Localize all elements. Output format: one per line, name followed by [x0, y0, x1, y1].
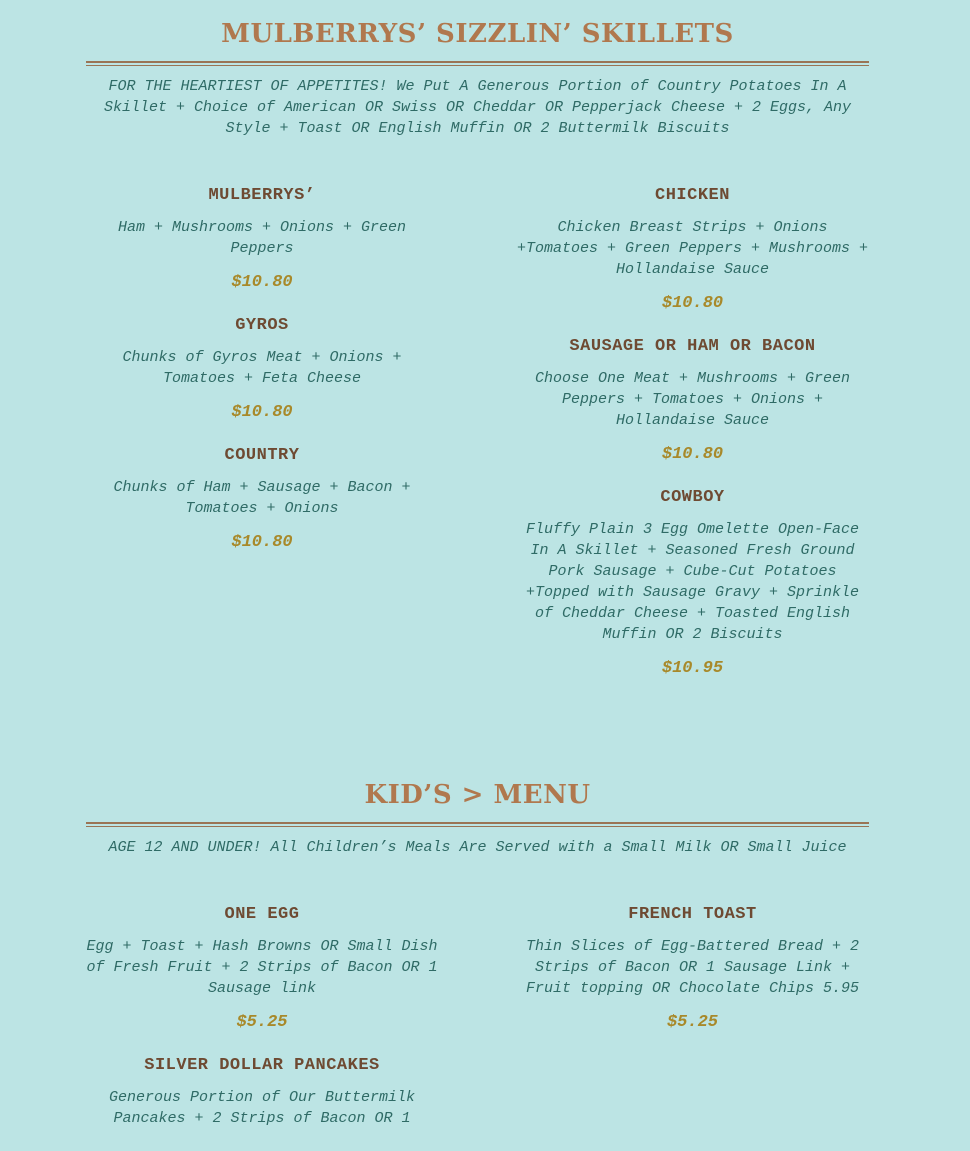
item-price: $10.95 — [661, 659, 724, 678]
item-description: Fluffy Plain 3 Egg Omelette Open-Face In A Skillet + Seasoned Fresh Ground Pork Sausage + Cube-Cut Potatoes +Topped with Sausage Gravy + Sprinkle of Cheddar Cheese + Toasted English Muffin OR 2 Biscuits — [525, 521, 860, 643]
item-description: Ham + Mushrooms + Onions + Green Peppers — [117, 219, 407, 257]
menu-item — [516, 185, 869, 314]
skillets-items — [86, 185, 869, 725]
kids-title: KID’S > MENU — [364, 780, 591, 810]
item-name: MULBERRYS’ — [208, 186, 316, 205]
item-name: GYROS — [235, 316, 289, 335]
item-description: Thin Slices of Egg-Battered Bread + 2 Strips of Bacon OR 1 Sausage Link + Fruit topping OR Chocolate Chips 5.95 — [525, 938, 860, 997]
skillets-divider — [86, 61, 869, 66]
item-description: Choose One Meat + Mushrooms + Green Peppers + Tomatoes + Onions + Hollandaise Sauce — [534, 370, 851, 429]
item-description: Chunks of Ham + Sausage + Bacon + Tomatoes + Onions — [113, 479, 411, 517]
item-name: CHICKEN — [655, 186, 730, 205]
item-name: COWBOY — [660, 488, 725, 507]
item-name: SILVER DOLLAR PANCAKES — [144, 1056, 380, 1075]
menu-item — [86, 445, 438, 553]
skillets-header — [86, 17, 869, 139]
item-name: FRENCH TOAST — [628, 905, 757, 924]
menu-item — [86, 1055, 438, 1129]
skillets-left-column — [86, 185, 438, 575]
item-name: ONE EGG — [224, 905, 300, 924]
skillets-title: MULBERRYS’ SIZZLIN’ SKILLETS — [221, 19, 734, 49]
item-price: $5.25 — [236, 1013, 288, 1032]
kids-divider — [86, 822, 869, 827]
item-description: Chicken Breast Strips + Onions +Tomatoes + Green Peppers + Mushrooms + Hollandaise Sauce — [516, 219, 869, 278]
item-price: $10.80 — [661, 294, 724, 313]
item-name: SAUSAGE OR HAM OR BACON — [569, 337, 816, 356]
kids-right-column — [516, 904, 869, 1055]
item-price: $10.80 — [231, 403, 293, 422]
skillets-right-column — [516, 185, 869, 701]
item-description: Chunks of Gyros Meat + Onions + Tomatoes + Feta Cheese — [122, 349, 402, 387]
kids-intro: AGE 12 AND UNDER! All Children’s Meals Are Served with a Small Milk OR Small Juice — [108, 839, 847, 856]
menu-item — [86, 904, 438, 1033]
kids-left-column — [86, 904, 438, 1151]
item-price: $10.80 — [231, 273, 293, 292]
kids-items — [86, 904, 869, 1129]
menu-item — [516, 904, 869, 1033]
kids-header — [86, 778, 869, 858]
menu-item — [86, 185, 438, 293]
menu-item — [516, 336, 869, 465]
menu-item — [516, 487, 869, 679]
item-price: $10.80 — [231, 533, 293, 552]
item-description: Egg + Toast + Hash Browns OR Small Dish of Fresh Fruit + 2 Strips of Bacon OR 1 Sausage link — [86, 938, 438, 997]
item-price: $10.80 — [661, 445, 724, 464]
item-price: $5.25 — [666, 1013, 718, 1032]
item-description: Generous Portion of Our Buttermilk Pancakes + 2 Strips of Bacon OR 1 — [108, 1089, 416, 1127]
item-name: COUNTRY — [224, 446, 300, 465]
skillets-intro: FOR THE HEARTIEST OF APPETITES! We Put A Generous Portion of Country Potatoes In A Skillet + Choice of American OR Swiss OR Cheddar OR Pepperjack Cheese + 2 Eggs, Any Style + Toast OR English Muffin OR 2 Buttermilk Biscuits — [103, 78, 852, 137]
menu-item — [86, 315, 438, 423]
